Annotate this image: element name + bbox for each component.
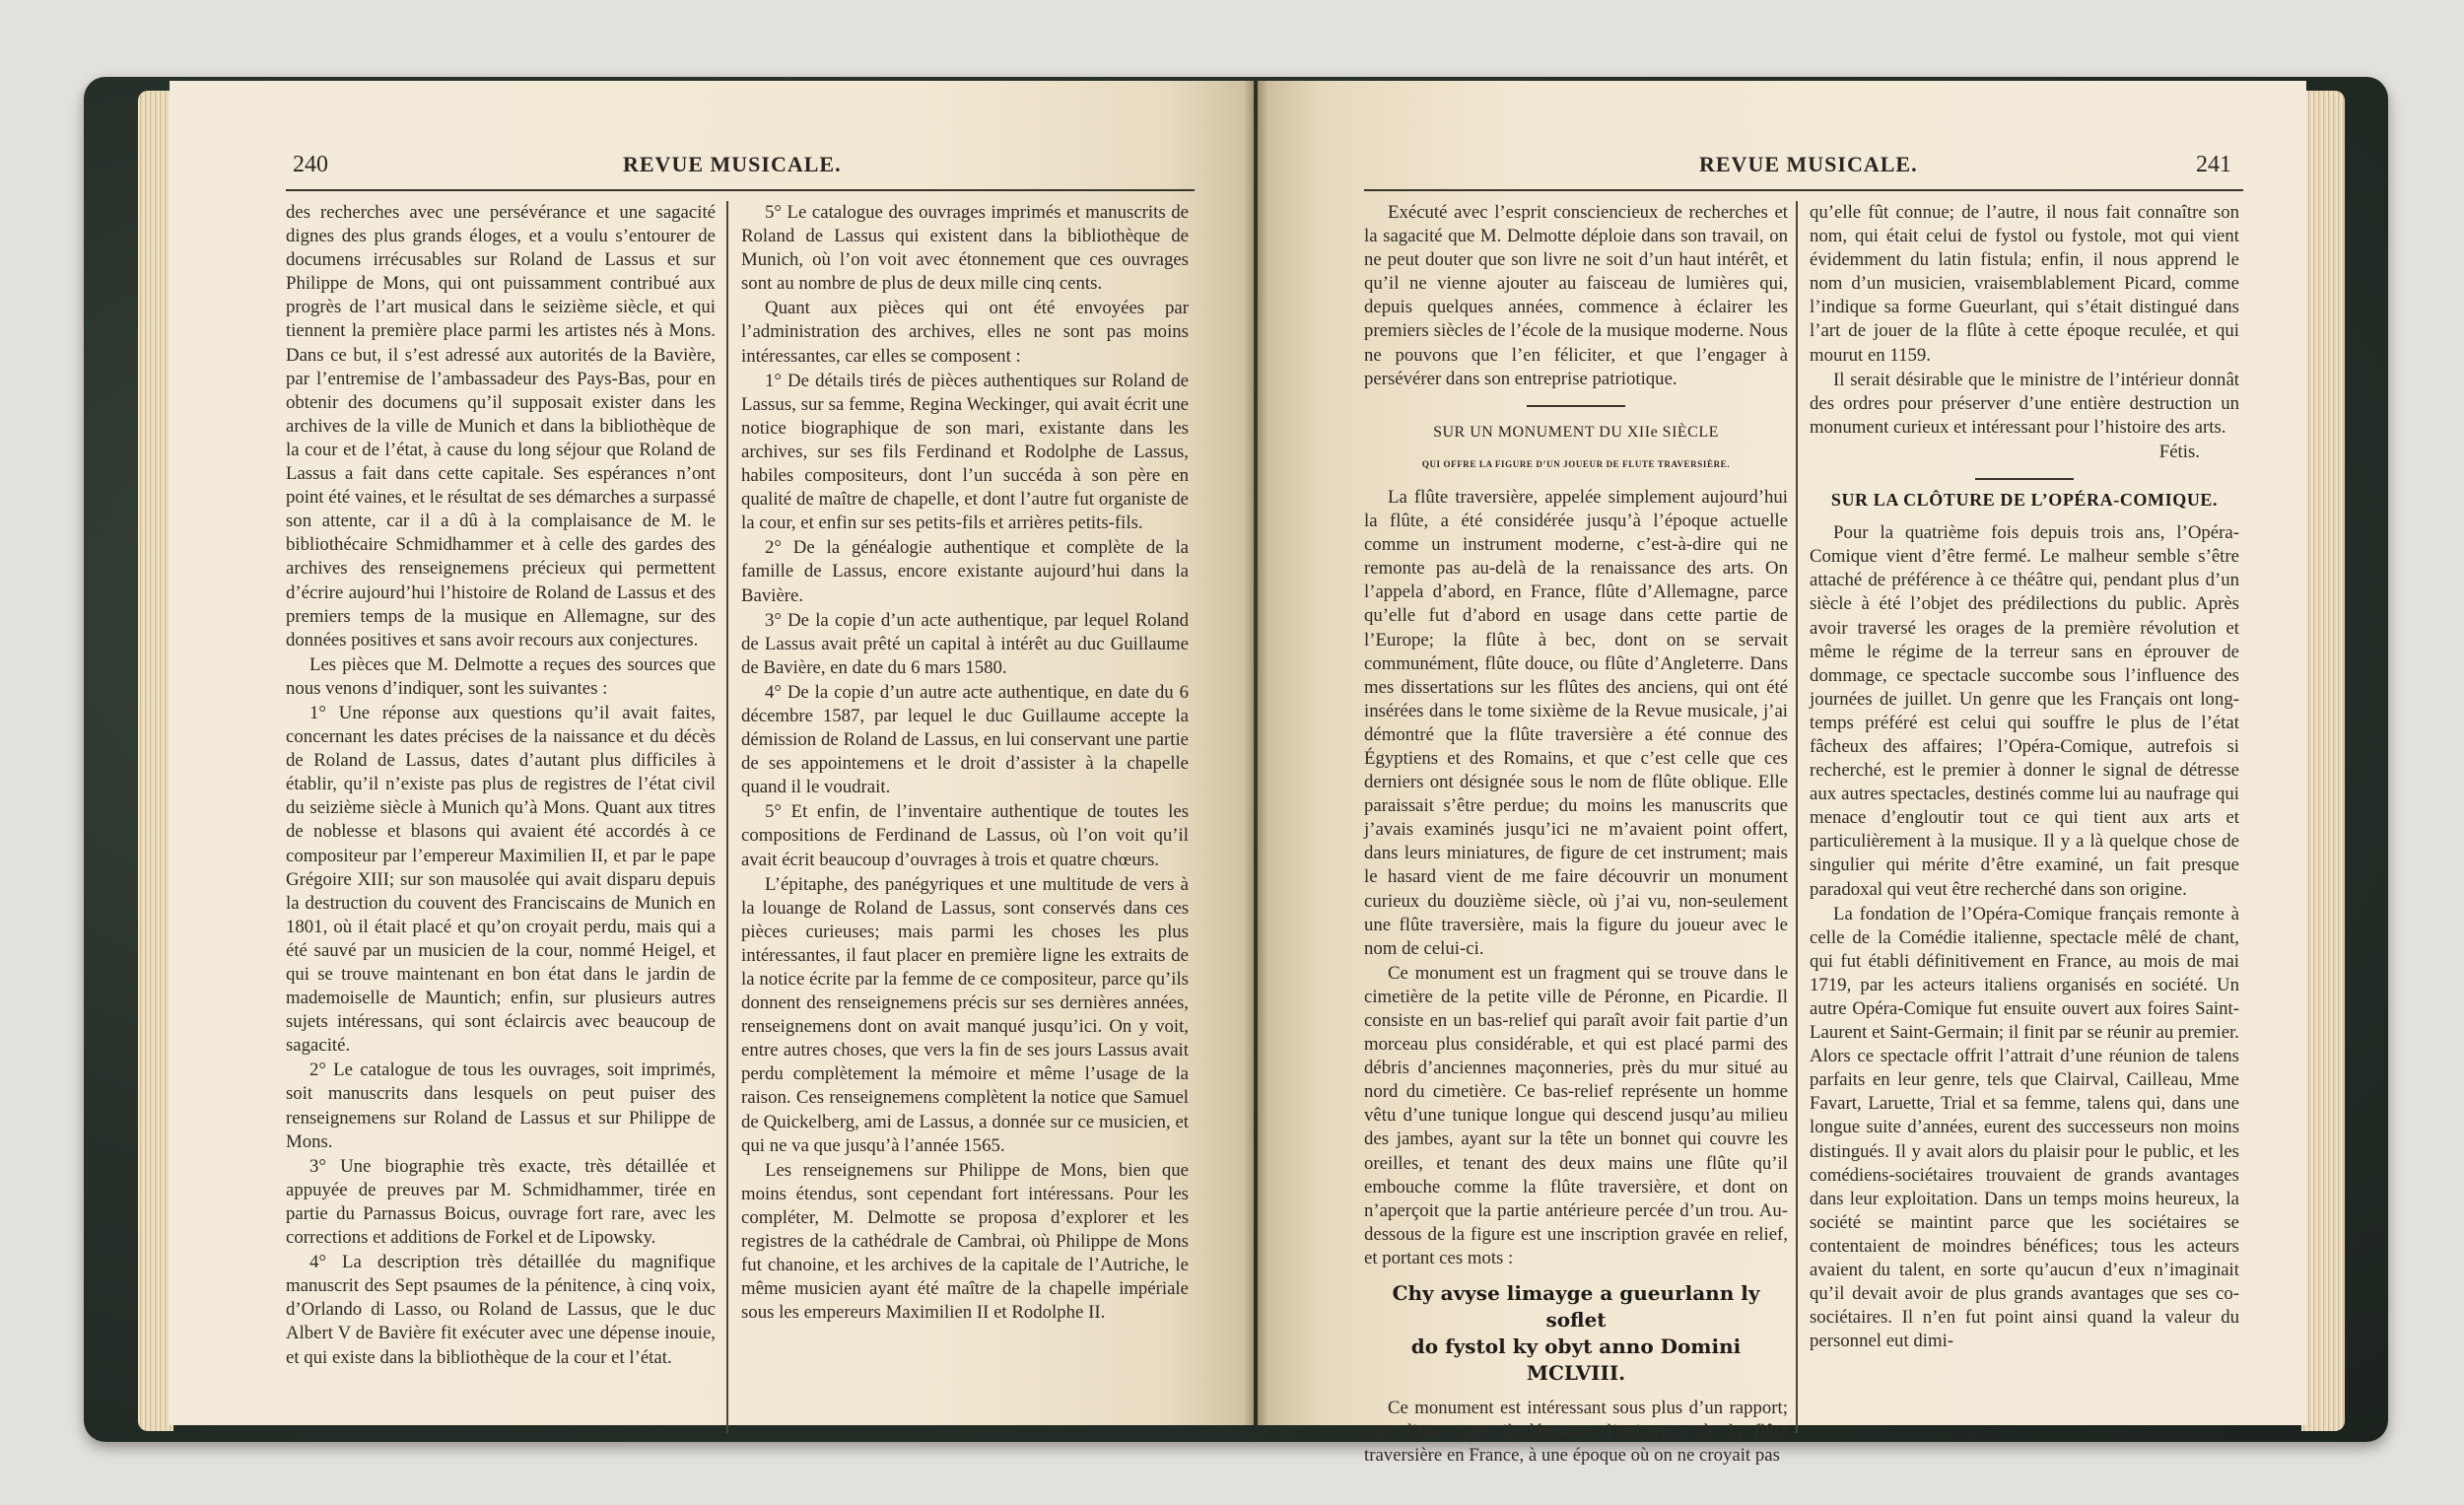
section-rule bbox=[1975, 478, 2074, 480]
paragraph: Il serait désirable que le ministre de l’intérieur donnât des ordres pour préserver d’une entière destruction un monument curieux et intéressant pour l’histoire des arts. bbox=[1810, 369, 2239, 438]
left-column-2 bbox=[741, 201, 1189, 1326]
right-page-edges bbox=[2301, 91, 2345, 1431]
paragraph: La flûte traversière, appelée simplement aujourd’hui la flûte, a été considérée jusqu’à l’époque actuelle comme un instrument moderne, c’est-à-dire qui ne remonte pas au-delà de la renaissance des arts. On l’appela d’abord, en France, flûte d’Allemagne, parce qu’elle fut d’abord en usage dans cette partie de l’Europe; la flûte à bec, dont on se servait communément, flûte douce, ou flûte d’Angleterre. Dans mes dissertations sur les flûtes des anciens, qui ont été insérées dans le tome sixième de la Revue musicale, j’ai démontré que la flûte traversière a été connue des Égyptiens et des Romains, et que c’est celle que ces derniers ont désignée sous le nom de flûte oblique. Elle paraissait s’être perdue; du moins les manuscrits que j’avais examinés jusqu’ici ne m’avaient point offert, dans leurs miniatures, de figure de cet instrument; mais le hasard vient de me faire découvrir un monument curieux du douzième siècle, où j’ai vu, non-seulement une flûte traversière, mais la figure du joueur avec le nom de celui-ci. bbox=[1364, 486, 1788, 959]
right-column-2 bbox=[1810, 201, 2239, 1354]
paragraph: L’épitaphe, des panégyriques et une multitude de vers à la louange de Roland de Lassus, sont conservés dans ces pièces curieuses; mais parmi les choses les plus intéressantes, il faut placer en première ligne les extraits de la notice écrite par la femme de ce compositeur, parce qu’ils donnent des renseignemens précis sur ses dernières années, renseignemens dont on avait manqué jusqu’ici. On y voit, entre autres choses, que vers la fin de ses jours Lassus avait perdu complètement la mémoire et même l’usage de la raison. Ces renseignemens complètent la notice que Samuel de Quickelberg, ami de Lassus, a donnée sur ce musicien, et qui ne va que jusqu’à l’année 1565. bbox=[741, 873, 1189, 1156]
paragraph: Les renseignemens sur Philippe de Mons, bien que moins étendus, sont cependant fort intéressans. Pour les compléter, M. Delmotte se proposa d’explorer et les registres de la cathédrale de Cambrai, où Philippe de Mons fut chanoine, et les archives de la capitale de l’Autriche, le même musicien ayant été maître de la chapelle impériale sous les empereurs Maximilien II et Rodolphe II. bbox=[741, 1159, 1189, 1324]
paragraph: qu’elle fût connue; de l’autre, il nous fait connaître son nom, qui était celui de fystol ou fystole, mot qui vient évidemment du latin fistula; enfin, il nous apprend le nom d’un musicien, vraisemblablement Picard, comme l’indique sa forme Gueurlant, qui s’était distingué dans l’art de jouer de la flûte à cette époque reculée, et qui mourut en 1159. bbox=[1810, 202, 2239, 366]
paragraph: 2° Le catalogue de tous les ouvrages, soit imprimés, soit manuscrits dans lesquels on peut puiser des renseignemens sur Roland de Lassus et sur Philippe de Mons. bbox=[286, 1060, 716, 1152]
left-column-1 bbox=[286, 201, 716, 1371]
right-page bbox=[1258, 81, 2306, 1467]
paragraph: 3° Une biographie très exacte, très détaillée et appuyée de preuves par M. Schmidhammer, tirée en partie du Parnassus Boicus, ouvrage fort rare, avec les corrections et additions de Forkel et de Lipowsky. bbox=[286, 1155, 716, 1249]
inscription-line: do fystol ky obyt anno Domini MCLVIII. bbox=[1410, 1334, 1742, 1386]
paragraph: Quant aux pièces qui ont été envoyées par l’administration des archives, elles ne sont pas moins intéressantes, car elles se composent : bbox=[741, 298, 1189, 367]
header-rule-right bbox=[1364, 189, 2243, 191]
left-page-edges bbox=[138, 91, 173, 1431]
section-title: SUR LA CLÔTURE DE L’OPÉRA-COMIQUE. bbox=[1830, 490, 2219, 511]
paragraph: Ce monument est intéressant sous plus d’un rapport; car, d’une part, il démontre l’existence de la flûte traversière en France, à une époque où on ne croyait pas bbox=[1364, 1398, 1788, 1467]
paragraph: 4° De la copie d’un autre acte authentique, en date du 6 décembre 1587, par lequel le duc Guillaume accepte la démission de Roland de Lassus, en lui conservant une partie de ses appointemens et le droit d’assister à la chapelle quand il le voudrait. bbox=[741, 681, 1189, 798]
paragraph: La fondation de l’Opéra-Comique français remonte à celle de la Comédie italienne, spectacle mêlé de chant, qui fut établi définitivement en France, au mois de mai 1719, par les acteurs italiens organisés en société. Un autre Opéra-Comique fut ensuite ouvert aux foires Saint-Laurent et Saint-Germain; il finit par se réunir au premier. Alors ce spectacle offrit l’attrait d’une réunion de talens parfaits en leur genre, tels que Clairval, Cailleau, Mme Favart, Laruette, Trial et sa femme, talens qui, dans une longue suite d’années, eurent des successeurs non moins distingués. Il y avait alors du plaisir pour le public, et les comédiens-sociétaires trouvaient de grands avantages dans leur exploitation. Dans un temps moins heureux, la société se maintint parce que les sociétaires se contentaient de moindres bénéfices; tous les acteurs avaient du talent, en sorte qu’aucun d’eux n’imaginait qu’il devait avoir de plus grands avantages que ses co-sociétaires. Il n’en fut point ainsi quand la valeur du personnel eut dimi- bbox=[1810, 903, 2239, 1352]
signature: Fétis. bbox=[2158, 441, 2200, 462]
paragraph: 3° De la copie d’un acte authentique, par lequel Roland de Lassus avait prêté un capital à intérêt au duc Guillaume de Bavière, en date du 6 mars 1580. bbox=[741, 609, 1189, 678]
section-rule bbox=[1527, 405, 1625, 407]
paragraph: Les pièces que M. Delmotte a reçues des sources que nous venons d’indiquer, sont les suivantes : bbox=[286, 653, 716, 699]
section-title: SUR UN MONUMENT DU XIIe SIÈCLE bbox=[1433, 423, 1719, 441]
page-number-right: 241 bbox=[2196, 152, 2231, 177]
paragraph: 2° De la généalogie authentique et complète de la famille de Lassus, encore existante aujourd’hui dans la Bavière. bbox=[741, 537, 1189, 606]
paragraph: des recherches avec une persévérance et une sagacité dignes des plus grands éloges, et a voulu s’entourer de documens irrécusables sur Roland de Lassus et sur Philippe de Mons, qui ont puissamment contribué aux progrès de l’art musical dans le seizième siècle, et qui tiennent la première place parmi les artistes nés à Mons. Dans ce but, il s’est adressé aux autorités de la Bavière, par l’entremise de l’ambassadeur des Pays-Bas, pour en obtenir des documens qu’il supposait exister dans les archives de la ville de Munich et dans la bibliothèque de la cour et de l’état, à cause du long séjour que Roland de Lassus a fait dans cette capitale. Ses espérances n’ont point été vaines, et le résultat de ses démarches a surpassé son attente, car il a dû à la complaisance de M. le bibliothécaire Schmidhammer et à celle des gardes des archives des renseignemens précieux qui permettent d’écrire aujourd’hui l’histoire de Roland de Lassus et des premiers temps de la musique en Allemagne, sur des données positives et sans avoir recours aux conjectures. bbox=[286, 202, 716, 650]
paragraph: 5° Et enfin, de l’inventaire authentique de toutes les compositions de Ferdinand de Lassus, où l’on voit qu’il avait écrit beaucoup d’ouvrages à trois et quatre chœurs. bbox=[741, 801, 1189, 870]
paragraph: 5° Le catalogue des ouvrages imprimés et manuscrits de Roland de Lassus qui existent dans la bibliothèque de Munich, où l’on voit avec étonnement que ces ouvrages sont au nombre de plus de deux mille cinq cents. bbox=[741, 202, 1189, 295]
paragraph: Exécuté avec l’esprit consciencieux de recherches et la sagacité que M. Delmotte déploie dans son travail, on ne peut douter que son livre ne soit d’un haut intérêt, et qu’il ne vienne ajouter au faisceau de lumières qui, depuis quelques années, commence à éclairer les premiers siècles de l’école de la musique moderne. Nous ne pouvons que l’en féliciter, et que l’engager à persévérer dans son entreprise patriotique. bbox=[1364, 202, 1788, 389]
right-column-1 bbox=[1364, 201, 1788, 1469]
column-separator bbox=[726, 201, 728, 1433]
column-separator bbox=[1796, 201, 1798, 1433]
inscription-line: Chy avyse limayge a gueurlann ly soflet bbox=[1392, 1281, 1760, 1333]
section-subtitle: QUI OFFRE LA FIGURE D’UN JOUEUR DE FLUTE TRAVERSIÈRE. bbox=[1421, 458, 1731, 469]
paragraph: Ce monument est un fragment qui se trouve dans le cimetière de la petite ville de Péronne, en Picardie. Il consiste en un bas-relief qui paraît avoir fait partie d’un morceau plus considérable, et qui est placé parmi des débris d’anciennes maçonneries, près du mur situé au nord du cimetière. Ce bas-relief représente un homme vêtu d’une tunique longue qui descend jusqu’au milieu des jambes, ayant sur la tête un bonnet qui couvre les oreilles, et tenant des deux mains une flûte qu’il embouche comme la flûte traversière, et dont on n’aperçoit que la partie antérieure percée d’un trou. Au-dessous de la figure est une inscription gravée en relief, et portant ces mots : bbox=[1364, 962, 1788, 1268]
inscription bbox=[1364, 1280, 1788, 1387]
running-title-left: REVUE MUSICALE. bbox=[623, 152, 842, 176]
book-gutter bbox=[1244, 81, 1267, 1425]
page-number-left: 240 bbox=[293, 152, 328, 177]
paragraph: Pour la quatrième fois depuis trois ans, l’Opéra-Comique vient d’être fermé. Le malheur semble s’être attaché de préférence à ce théâtre qui, pendant plus d’un siècle à été l’objet des prédilections du public. Après avoir traversé les orages de la première révolution et même le régime de la terreur sans en éprouver de dommage, ce spectacle succombe sous l’influence des journées de juillet. Un genre que les Français ont long-temps préféré est celui qui souffre le plus de l’état fâcheux des affaires; l’Opéra-Comique, autrefois si recherché, est le premier à donner le signal de détresse aux autres spectacles, destinés comme lui au naufrage qui menace d’engloutir tout ce qui tient aux arts et particulièrement à la musique. Il y a là quelque chose de singulier qui mérite d’être examiné, un fait presque paradoxal qui veut être recherché dans son origine. bbox=[1810, 522, 2239, 900]
header-rule-left bbox=[286, 189, 1195, 191]
paragraph: 1° Une réponse aux questions qu’il avait faites, concernant les dates précises de la naissance et du décès de Roland de Lassus, dates d’autant plus difficiles à établir, qu’il n’existe pas plus de registres de l’état civil du seizième siècle à Munich qu’à Mons. Quant aux titres de noblesse et blasons qui avaient été accordés à ce compositeur par l’empereur Maximilien II, et par le pape Grégoire XIII; sur son mausolée qui avait disparu depuis la destruction du couvent des Franciscains de Munich en 1801, où il était placé et qu’on croyait perdu, mais qui a été sauvé par un musicien de la cour, nommé Heigel, et qui se trouve maintenant en bon état dans le jardin de mademoiselle de Mauntich; enfin, sur plusieurs autres sujets intéressans, qui sont éclaircis avec beaucoup de sagacité. bbox=[286, 702, 716, 1057]
running-title-right: REVUE MUSICALE. bbox=[1699, 152, 1918, 176]
left-page bbox=[170, 81, 1254, 1425]
paragraph: 4° La description très détaillée du magnifique manuscrit des Sept psaumes de la pénitence, à cinq voix, d’Orlando di Lasso, ou Roland de Lassus, que le duc Albert V de Bavière fit exécuter avec une dépense inouie, et qui existe dans la bibliothèque de la cour et l’état. bbox=[286, 1252, 716, 1368]
paragraph: 1° De détails tirés de pièces authentiques sur Roland de Lassus, sur sa femme, Regina Weckinger, qui avait écrit une notice biographique de son mari, existante dans les archives, sur ses fils Ferdinand et Rodolphe de Lassus, habiles compositeurs, dont l’un succéda à son père en qualité de maître de chapelle, et dont l’autre fut organiste de la cour, et enfin sur ses petits-fils et arrières petits-fils. bbox=[741, 370, 1189, 534]
